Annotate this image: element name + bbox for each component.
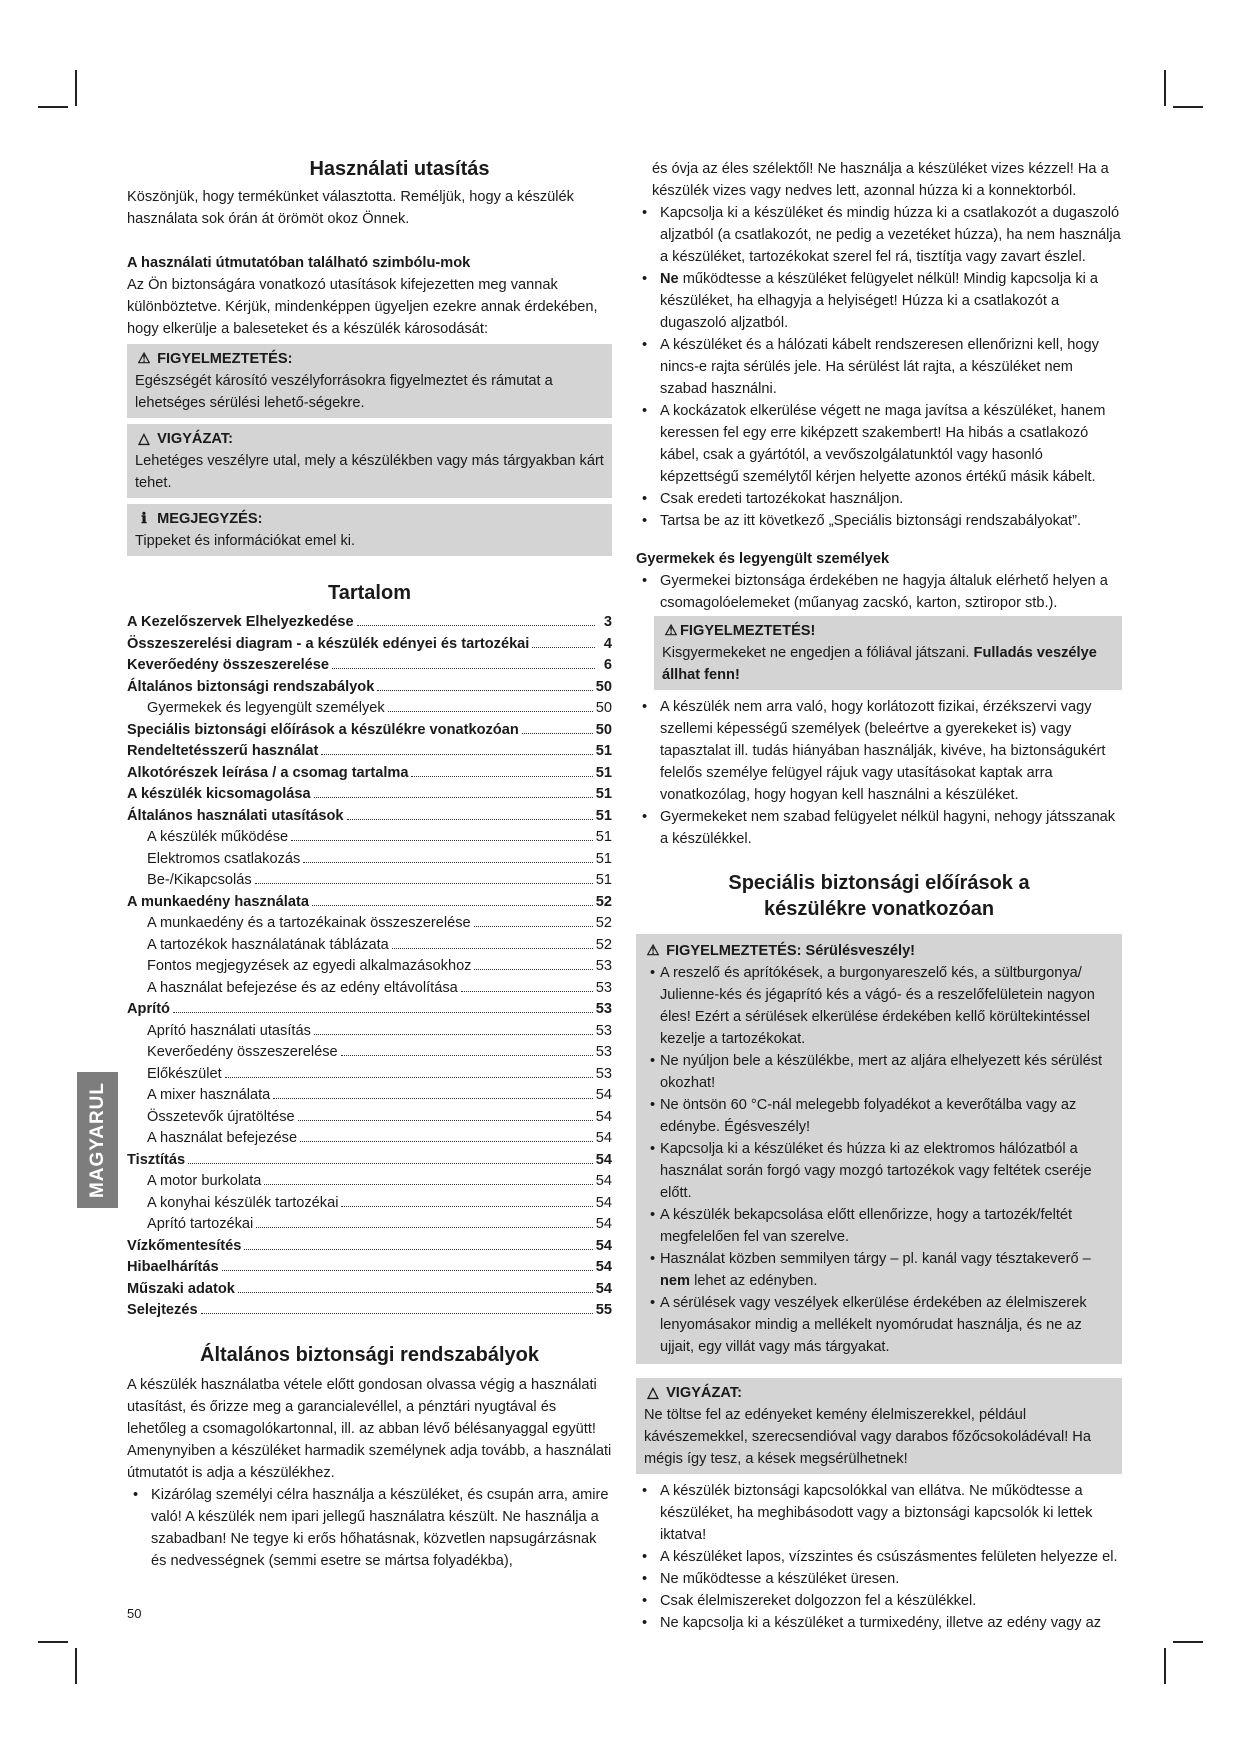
crop-mark: [1173, 1641, 1203, 1643]
bold-ne: Ne: [660, 271, 679, 287]
toc-entry-title: Alkotórészek leírása / a csomag tartalma: [127, 764, 409, 781]
list-item: • A készülék biztonsági kapcsolókkal van ellátva. Ne működtesse a készüléket, ha meghibásodott vagy a biztonsági kapcsolók ki lettek iktatva!: [636, 1480, 1122, 1546]
toc-row: [127, 1171, 612, 1193]
toc-leader: [522, 733, 593, 734]
toc-row: [127, 827, 612, 849]
list-item-text: Használat közben semmilyen tárgy – pl. kanál vagy tésztakeverő –: [660, 1251, 1091, 1267]
toc-entry-title: Aprító: [127, 1001, 170, 1017]
toc-page-number: 54: [595, 1194, 612, 1211]
toc-row: [127, 1214, 612, 1236]
toc-entry-title: Speciális biztonsági előírások a készülékre vonatkozóan: [127, 721, 519, 738]
intro-text: Köszönjük, hogy termékünket választotta. Reméljük, hogy a készülék használata sok órán át örömöt okoz Önnek.: [127, 189, 574, 227]
toc-leader: [377, 690, 592, 691]
toc-page-number: 51: [595, 764, 612, 781]
toc-leader: [314, 797, 593, 798]
toc-leader: [264, 1184, 592, 1185]
list-item: • Kizárólag személyi célra használja a készüléket, és csupán arra, amire való! A készülék nem ipari jellegű használatra készült. Ne használja a szabadban! Ne tegye ki erős hőhatásnak, közvetlen napsugárzásnak és nedvességnek (semmi esetre se mártsa folyadékba),: [127, 1484, 612, 1572]
toc-entry-title: Rendeltetésszerű használat: [127, 743, 319, 759]
toc-row: [127, 763, 612, 785]
caution-box-title: VIGYÁZAT:: [157, 431, 234, 447]
list-item-text: Ne öntsön 60 °C-nál melegebb folyadékot a keverőtálba vagy az edénybe. Égésveszély!: [660, 1097, 1077, 1135]
toc-entry-title: Aprító tartozékai: [147, 1216, 254, 1232]
toc-entry-title: A konyhai készülék tartozékai: [147, 1194, 339, 1211]
toc-page-number: 54: [595, 1237, 612, 1254]
toc-page-number: 54: [595, 1108, 612, 1125]
toc-row: [127, 1279, 612, 1301]
language-tab: [77, 1072, 118, 1208]
toc-page-number: 50: [595, 678, 612, 695]
toc-page-number: 53: [595, 1044, 612, 1060]
toc-row: [127, 741, 612, 763]
toc-leader: [173, 1012, 593, 1013]
toc-entry-title: A tartozékok használatának táblázata: [147, 936, 389, 953]
crop-mark: [75, 1648, 77, 1684]
special-bullets: [644, 962, 1114, 1358]
page-title: Használati utasítás: [309, 158, 490, 180]
toc-page-number: 50: [595, 700, 612, 716]
toc-page-number: 53: [595, 1001, 612, 1017]
toc-title: Tartalom: [328, 582, 411, 604]
table-of-contents: [127, 612, 612, 1322]
children-warning-box: [654, 616, 1122, 690]
toc-row: [127, 870, 612, 892]
toc-row: [127, 913, 612, 935]
warning-triangle-icon: ⚠: [664, 623, 678, 639]
crop-mark: [75, 70, 77, 106]
toc-page-number: 51: [595, 829, 612, 845]
toc-entry-title: Összetevők újratöltése: [147, 1108, 295, 1125]
toc-row: [127, 999, 612, 1021]
list-item: • Csak eredeti tartozékokat használjon.: [636, 488, 1122, 510]
crop-mark: [1173, 106, 1203, 108]
toc-entry-title: Összeszerelési diagram - a készülék edényei és tartozékai: [127, 635, 530, 652]
toc-page-number: 51: [595, 850, 612, 867]
list-item: [636, 268, 1122, 334]
list-item: • A készüléket lapos, vízszintes és csúszásmentes felületen helyezze el.: [636, 1546, 1122, 1568]
page-number: 50: [127, 1606, 142, 1621]
list-item: [644, 1204, 1114, 1248]
toc-row: [127, 1193, 612, 1215]
toc-page-number: 54: [595, 1216, 612, 1232]
toc-entry-title: Tisztítás: [127, 1151, 186, 1168]
caution-box-2: [636, 1378, 1122, 1474]
toc-leader: [461, 991, 593, 992]
toc-row: [127, 1042, 612, 1064]
crop-mark: [38, 1641, 68, 1643]
caution-box-2-text: Ne töltse fel az edényeket kemény élelmiszerekkel, például kávészemekkel, szerecsendióval vagy darabos főzőcsokoládéval! Ha mégis így tesz, a kések megsérülhetnek!: [644, 1407, 1091, 1467]
toc-row: [127, 1257, 612, 1279]
warning-box-text: Egészségét károsító veszélyforrásokra figyelmeztet és rámutat a lehetséges sérülési lehető-ségekre.: [135, 373, 553, 411]
toc-page-number: 53: [595, 979, 612, 996]
toc-page-number: 3: [603, 614, 612, 630]
toc-leader: [357, 625, 595, 626]
toc-entry-title: Elektromos csatlakozás: [147, 850, 301, 867]
list-item-text: A reszelő és aprítókések, a burgonyareszelő kés, a sültburgonya/ Julienne-kés és jégaprító kés a vágó- és a reszelőfelületein nagyon éles! Ezért a sérülések elkerülése érdekében kellő körültekintéssel kezelje a tartozékokat.: [660, 965, 1095, 1047]
toc-row: [127, 612, 612, 634]
warning-box-title: FIGYELMEZTETÉS:: [157, 351, 293, 367]
toc-page-number: 4: [603, 635, 612, 652]
toc-page-number: 52: [595, 936, 612, 953]
list-item: [644, 1094, 1114, 1138]
crop-mark: [1164, 1648, 1166, 1684]
toc-row: [127, 1300, 612, 1322]
crop-mark: [38, 106, 68, 108]
left-column: [127, 156, 612, 1572]
note-box-title: MEGJEGYZÉS:: [157, 511, 263, 527]
toc-page-number: 53: [595, 1065, 612, 1082]
crop-mark: [1164, 70, 1166, 106]
list-item: • Gyermekei biztonsága érdekében ne hagyja általuk elérhető helyen a csomagolóelemeket (műanyag zacskó, karton, sztiropor stb.).: [636, 570, 1122, 614]
children-heading: Gyermekek és legyengült személyek: [636, 551, 890, 567]
continued-text: és óvja az éles szélektől! Ne használja a készüléket vizes kézzel! Ha a készülék vizes vagy nedves lett, azonnal húzza ki a konnektorból.: [652, 161, 1109, 199]
toc-entry-title: Fontos megjegyzések az egyedi alkalmazásokhoz: [147, 958, 472, 974]
toc-leader: [392, 948, 593, 949]
list-item: • Gyermekeket nem szabad felügyelet nélkül hagyni, nehogy játsszanak a készülékkel.: [636, 806, 1122, 850]
toc-leader: [321, 754, 592, 755]
toc-leader: [244, 1249, 592, 1250]
children-warning-bold: Fulladás veszélye állhat fenn!: [662, 645, 1097, 683]
note-box: [127, 504, 612, 556]
toc-leader: [532, 647, 595, 648]
toc-entry-title: A munkaedény használata: [127, 893, 309, 910]
toc-page-number: 50: [595, 721, 612, 738]
note-box-text: Tippeket és információkat emel ki.: [135, 533, 356, 549]
toc-leader: [273, 1098, 592, 1099]
toc-leader: [225, 1077, 593, 1078]
toc-page-number: 54: [595, 1173, 612, 1189]
toc-leader: [255, 883, 593, 884]
toc-page-number: 53: [595, 1022, 612, 1039]
toc-row: [127, 720, 612, 742]
toc-page-number: 53: [595, 958, 612, 974]
toc-entry-title: A használat befejezése: [147, 1130, 298, 1146]
toc-entry-title: Be-/Kikapcsolás: [147, 872, 252, 888]
special-warning-title: FIGYELMEZTETÉS: Sérülésveszély!: [666, 943, 916, 959]
toc-entry-title: A készülék működése: [147, 829, 289, 845]
caution-box-text: Lehetéges veszélyre utal, mely a készülékben vagy más tárgyakban kárt tehet.: [135, 453, 604, 491]
toc-leader: [201, 1313, 593, 1314]
toc-entry-title: Keverőedény összeszerelése: [147, 1044, 338, 1060]
list-item-text: lehet az edényben.: [694, 1273, 818, 1289]
list-item: • Csak élelmiszereket dolgozzon fel a készülékkel.: [636, 1590, 1122, 1612]
list-item: • Ne működtesse a készüléket üresen.: [636, 1568, 1122, 1590]
toc-entry-title: A munkaedény és a tartozékainak összeszerelése: [147, 915, 471, 931]
list-item-text: Ne nyúljon bele a készülékbe, mert az aljára elhelyezett kés sérülést okozhat!: [660, 1053, 1103, 1091]
toc-leader: [222, 1270, 593, 1271]
general-safety-text: A készülék használatba vétele előtt gondosan olvassa végig a használati utasítást, és őrizze meg a garancialevéllel, a pénztári nyugtával és lehetőleg a csomagolókartonnal, ill. az abban lévő bélésanyaggal együtt! Amenynyiben a készüléket harmadik személynek adja tovább, a használati útmutatót is adja a készülékhez.: [127, 1376, 612, 1481]
toc-leader: [332, 668, 595, 669]
list-item: [644, 1138, 1114, 1204]
toc-leader: [341, 1055, 593, 1056]
toc-row: [127, 677, 612, 699]
list-item-text: A készülék bekapcsolása előtt ellenőrizze, hogy a tartozék/feltét megfelelően fel van szerelve.: [660, 1207, 1073, 1245]
toc-entry-title: Általános használati utasítások: [127, 807, 344, 824]
toc-page-number: 54: [595, 1087, 612, 1103]
toc-row: [127, 784, 612, 806]
toc-leader: [347, 819, 593, 820]
toc-row: [127, 655, 612, 677]
toc-page-number: 51: [595, 807, 612, 824]
toc-entry-title: A Kezelőszervek Elhelyezkedése: [127, 614, 354, 630]
warning-triangle-icon: ⚠: [646, 943, 660, 959]
list-item-text: Kapcsolja ki a készüléket és húzza ki az elektromos hálózatból a használat során forgó vagy mozgó tartozékok vagy feltétek cseréje előtt.: [660, 1141, 1092, 1201]
caution-triangle-icon: △: [138, 431, 150, 447]
caution-box-2-title: VIGYÁZAT:: [666, 1385, 743, 1401]
toc-entry-title: Gyermekek és legyengült személyek: [147, 700, 385, 716]
info-icon: ℹ: [141, 511, 147, 527]
list-item: [644, 1248, 1114, 1292]
list-item-text: működtesse a készüléket felügyelet nélkül! Mindig kapcsolja ki a készüléket, ha elhagyja a helyiséget! Húzza ki a csatlakozót a dugaszoló aljzatból.: [660, 271, 1099, 331]
toc-leader: [303, 862, 592, 863]
warning-box: [127, 344, 612, 418]
list-item: • A kockázatok elkerülése végett ne maga javítsa a készüléket, hanem keressen fel egy erre kiképzett szakembert! Ha hibás a csatlakozó kábel, csak a gyártótól, a vevőszolgálatunktól vagy hasonló képzettségű személytől kérjen helyette azonos értékű másik kábelt.: [636, 400, 1122, 488]
toc-row: [127, 935, 612, 957]
toc-leader: [300, 1141, 593, 1142]
toc-entry-title: Selejtezés: [127, 1302, 198, 1318]
toc-entry-title: Vízkőmentesítés: [127, 1237, 242, 1254]
symbols-text: Az Ön biztonságára vonatkozó utasítások kifejezetten meg vannak különböztetve. Kérjük, mindenképpen ügyeljen ezekre annak érdekében, hogy elkerülje a baleseteket és a készülék károsodását:: [127, 277, 598, 337]
list-item: • Ne kapcsolja ki a készüléket a turmixedény, illetve az edény vagy az: [636, 1612, 1122, 1634]
toc-entry-title: A mixer használata: [147, 1087, 271, 1103]
list-item-text: A sérülések vagy veszélyek elkerülése érdekében az élelmiszerek lenyomásakor mindig a mellékelt nyomórudat használja, és ne az ujjait, egy villát vagy más tárgyakat.: [660, 1295, 1087, 1355]
general-bullets: [636, 202, 1122, 532]
toc-leader: [341, 1206, 592, 1207]
toc-page-number: 54: [595, 1151, 612, 1168]
toc-row: [127, 892, 612, 914]
toc-leader: [314, 1034, 593, 1035]
caution-box: [127, 424, 612, 498]
toc-leader: [474, 969, 592, 970]
warning-triangle-icon: ⚠: [137, 351, 151, 367]
list-item: [644, 1050, 1114, 1094]
toc-leader: [411, 776, 592, 777]
list-item: • Tartsa be az itt következő „Speciális biztonsági rendszabályokat”.: [636, 510, 1122, 532]
toc-row: [127, 806, 612, 828]
caution-triangle-icon: △: [647, 1385, 659, 1401]
toc-entry-title: Általános biztonsági rendszabályok: [127, 678, 375, 695]
right-column: [636, 158, 1122, 1634]
toc-page-number: 6: [603, 657, 612, 673]
toc-entry-title: Hibaelhárítás: [127, 1259, 219, 1275]
toc-row: [127, 1128, 612, 1150]
bold-nem: nem: [660, 1273, 691, 1289]
toc-leader: [298, 1120, 593, 1121]
toc-leader: [474, 926, 593, 927]
list-item: [644, 1292, 1114, 1358]
toc-row: [127, 1064, 612, 1086]
toc-row: [127, 1236, 612, 1258]
language-tab-label: MAGYARUL: [86, 1081, 108, 1199]
toc-page-number: 54: [595, 1280, 612, 1297]
toc-entry-title: Műszaki adatok: [127, 1280, 235, 1297]
toc-entry-title: Keverőedény összeszerelése: [127, 657, 330, 673]
special-safety-title: Speciális biztonsági előírások a készülékre vonatkozóan: [728, 872, 1030, 920]
toc-leader: [291, 840, 593, 841]
toc-entry-title: Aprító használati utasítás: [147, 1022, 311, 1039]
toc-page-number: 55: [595, 1302, 612, 1318]
list-item: [644, 962, 1114, 1050]
toc-leader: [238, 1292, 593, 1293]
toc-leader: [388, 711, 593, 712]
toc-row: [127, 698, 612, 720]
toc-page-number: 52: [595, 893, 612, 910]
toc-page-number: 51: [595, 743, 612, 759]
toc-leader: [312, 905, 593, 906]
toc-entry-title: Előkészület: [147, 1065, 222, 1082]
toc-row: [127, 1085, 612, 1107]
toc-page-number: 54: [595, 1130, 612, 1146]
toc-page-number: 54: [595, 1259, 612, 1275]
toc-row: [127, 1150, 612, 1172]
special-warning-box: [636, 934, 1122, 1364]
toc-row: [127, 634, 612, 656]
toc-row: [127, 849, 612, 871]
children-warning-title: FIGYELMEZTETÉS!: [680, 623, 816, 639]
final-bullets: [636, 1480, 1122, 1634]
toc-leader: [256, 1227, 593, 1228]
children-warning-text: Kisgyermekeket ne engedjen a fóliával játszani.: [662, 645, 970, 661]
general-safety-title: Általános biztonsági rendszabályok: [200, 1343, 539, 1366]
list-item: • Kapcsolja ki a készüléket és mindig húzza ki a csatlakozót a dugaszoló aljzatból (a csatlakozót, ne pedig a vezetéket húzza), ha nem használja a készüléket, tartozékokat szerel fel rá, tisztítja vagy zavart észlel.: [636, 202, 1122, 268]
symbols-heading: A használati útmutatóban található szimbólu-mok: [127, 255, 471, 271]
toc-leader: [188, 1163, 593, 1164]
list-item: • A készülék nem arra való, hogy korlátozott fizikai, érzékszervi vagy szellemi képességű személyek (beleértve a gyerekeket is) vagy tapasztalat ill. tudás hiányában használják, kivéve, ha biztonságukért felelős személye felügyel rájuk vagy utasításokat kaptak arra vonatkozólag, hogy hogyan kell használni a készüléket.: [636, 696, 1122, 806]
toc-entry-title: A használat befejezése és az edény eltávolítása: [147, 979, 458, 996]
children-bullets: [636, 696, 1122, 850]
toc-page-number: 51: [595, 786, 612, 802]
toc-row: [127, 956, 612, 978]
toc-page-number: 52: [595, 915, 612, 931]
toc-row: [127, 978, 612, 1000]
toc-row: [127, 1021, 612, 1043]
toc-entry-title: A motor burkolata: [147, 1173, 262, 1189]
toc-entry-title: A készülék kicsomagolása: [127, 786, 311, 802]
list-item: • A készüléket és a hálózati kábelt rendszeresen ellenőrizni kell, hogy nincs-e rajta sérülés jele. Ha sérülést lát rajta, a készüléket nem szabad használni.: [636, 334, 1122, 400]
toc-page-number: 51: [595, 872, 612, 888]
toc-row: [127, 1107, 612, 1129]
